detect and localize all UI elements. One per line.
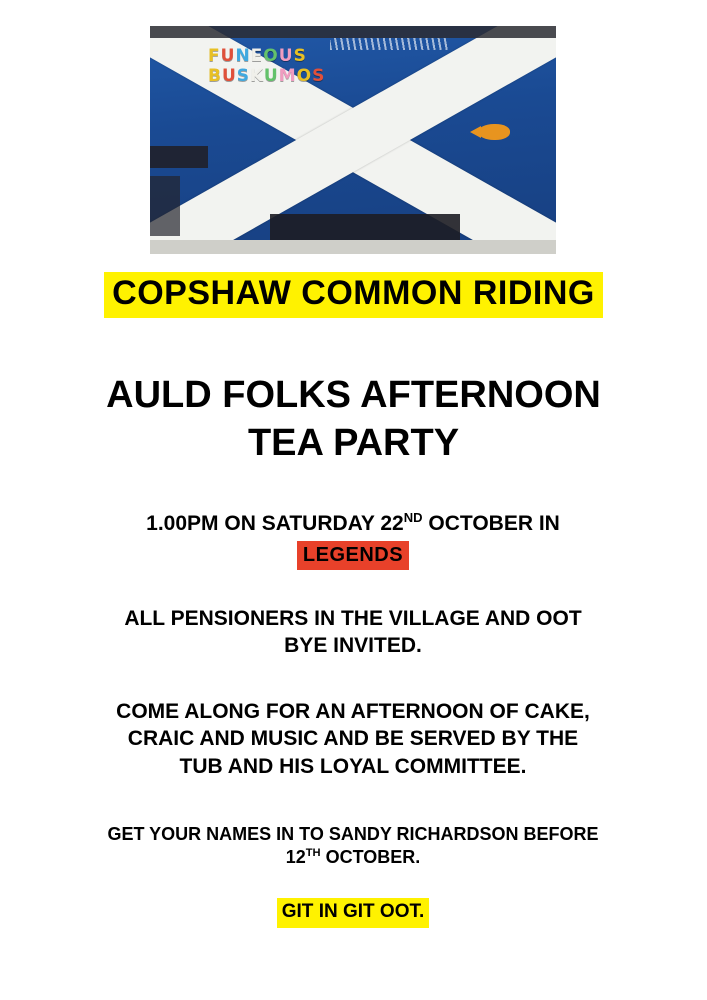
footer-block	[33, 898, 673, 928]
event-time-prefix: 1.00PM ON SATURDAY 22	[146, 512, 404, 535]
photo-top-shadow	[150, 26, 556, 38]
rsvp-line-1: GET YOUR NAMES IN TO SANDY RICHARDSON BEFORE	[107, 824, 599, 844]
event-heading-line-2: TEA PARTY	[247, 421, 460, 464]
rsvp-date-ordinal: TH	[305, 847, 321, 860]
photo-bottom-edge	[150, 240, 556, 254]
event-heading-line-1: AULD FOLKS AFTERNOON	[106, 374, 601, 416]
event-heading	[0, 372, 707, 467]
rsvp-date-suffix: OCTOBER.	[320, 847, 421, 868]
invitation-block	[33, 605, 673, 660]
page-title: COPSHAW COMMON RIDING	[104, 272, 603, 318]
come-along-line-3: TUB AND HIS LOYAL COMMITTEE.	[179, 754, 527, 778]
come-along-line-1: COME ALONG FOR AN AFTERNOON OF CAKE,	[116, 700, 590, 723]
venue-row	[33, 537, 673, 570]
come-along-line-2: CRAIC AND MUSIC AND BE SERVED BY THE	[127, 727, 579, 751]
fish-body	[478, 124, 510, 140]
invitation-line-1: ALL PENSIONERS IN THE VILLAGE AND OOT	[124, 607, 582, 630]
banner-lettering-line2: BUSKUMOS	[208, 65, 326, 86]
event-time-ordinal: ND	[403, 510, 423, 525]
time-and-venue-block	[33, 510, 673, 570]
banner-lettering	[208, 48, 418, 86]
title-row	[0, 272, 707, 318]
photo-left-shadow-lower	[150, 176, 180, 236]
banner-photo	[150, 26, 556, 254]
rsvp-block	[33, 823, 673, 870]
come-along-block	[33, 698, 673, 780]
photo-left-shadow	[150, 146, 208, 168]
invitation-line-2: BYE INVITED.	[284, 634, 422, 658]
scotland-saltire-flag	[150, 26, 556, 254]
venue-name: LEGENDS	[297, 541, 409, 570]
event-time-suffix: OCTOBER IN	[422, 512, 560, 535]
banner-lettering-line1: FUNEOUS	[208, 46, 307, 66]
rsvp-deadline-line	[33, 846, 673, 869]
photo-bottom-shadow	[270, 214, 460, 240]
footer-slogan: GIT IN GIT OOT.	[277, 898, 430, 928]
rsvp-date-prefix: 12	[285, 847, 306, 868]
event-time-line	[33, 510, 673, 537]
fish-icon	[470, 122, 516, 142]
